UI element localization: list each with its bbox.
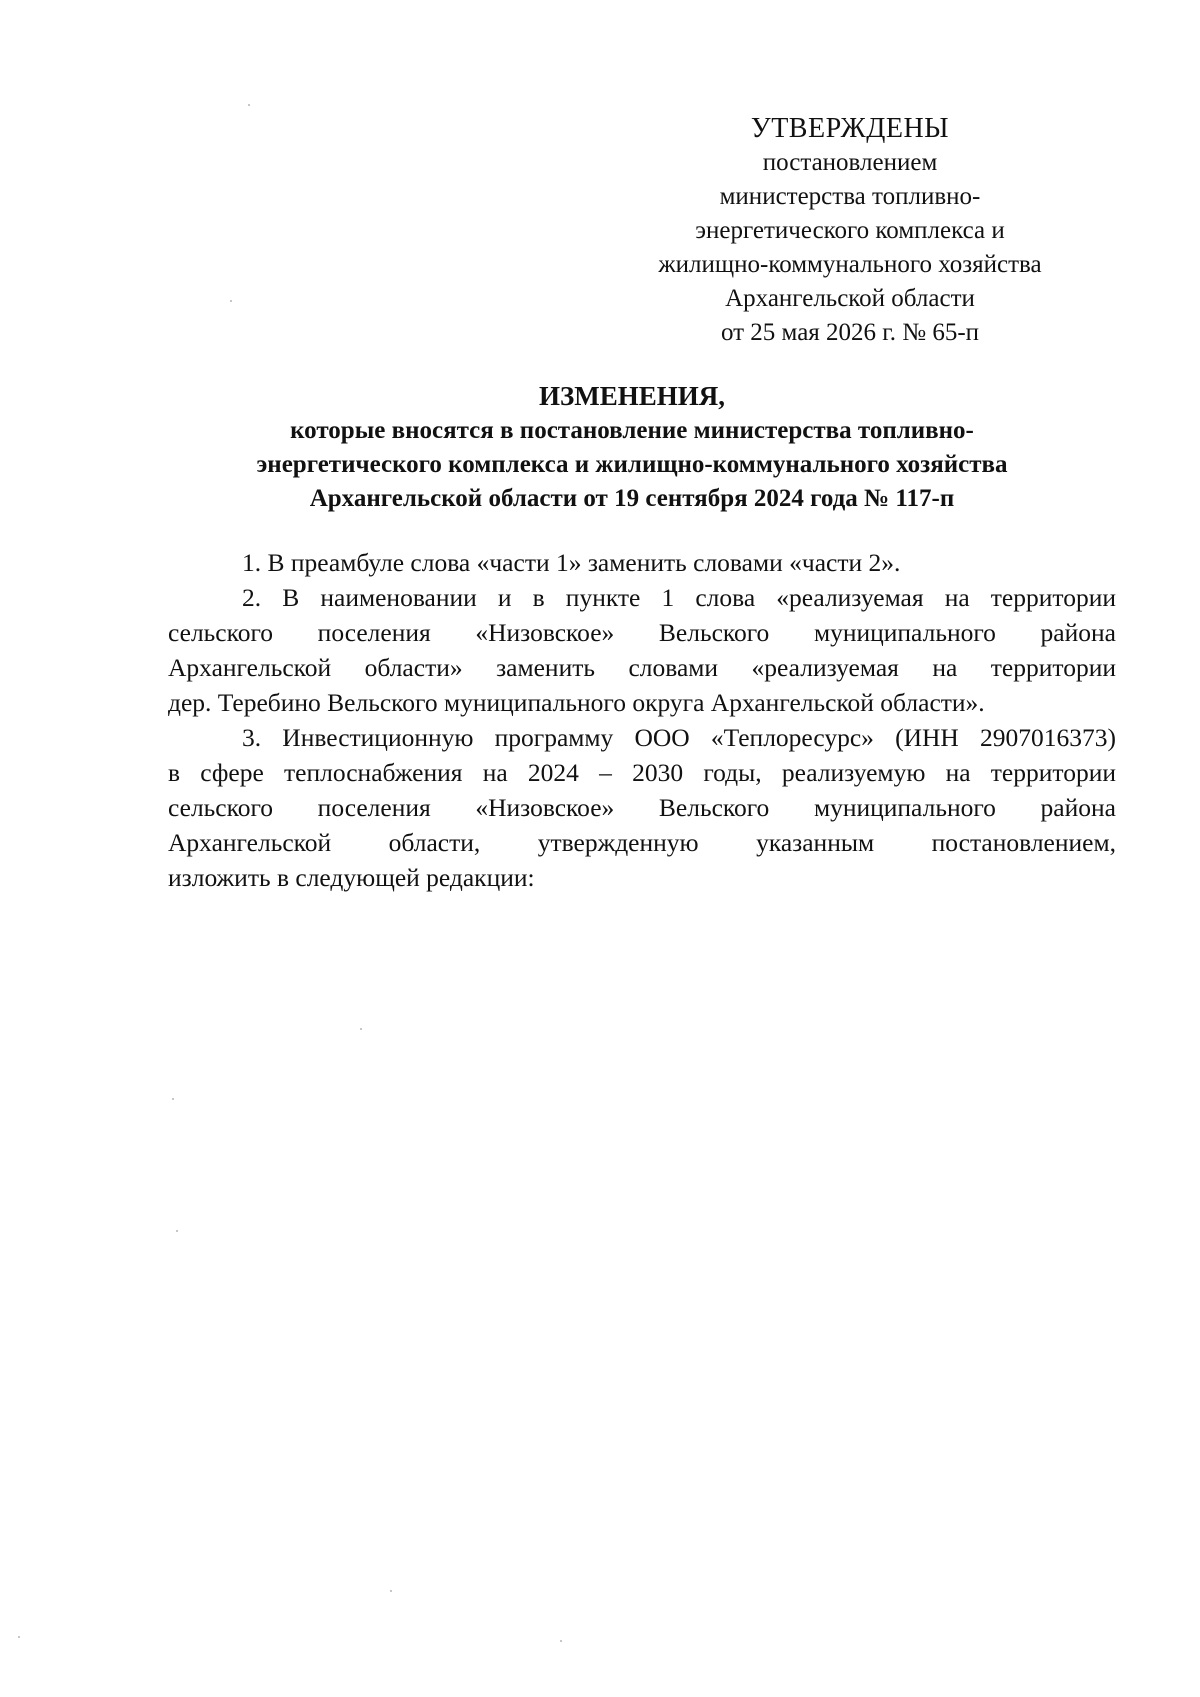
paragraph-line: дер. Теребино Вельского муниципального округа Архангельской области». — [168, 688, 985, 717]
paragraph-line: в сфере теплоснабжения на 2024 – 2030 годы, реализуемую на территории — [168, 758, 1116, 787]
approval-stamp-block — [610, 112, 1090, 350]
approval-line: жилищно-коммунального хозяйства — [658, 251, 1042, 278]
paragraph-line: сельского поселения «Низовское» Вельского муниципального района — [168, 618, 1116, 647]
paragraph-3 — [168, 720, 1116, 895]
paragraph-line: Архангельской области» заменить словами «реализуемая на территории — [168, 653, 1116, 682]
paragraph-line: 1. В преамбуле слова «части 1» заменить словами «части 2». — [242, 548, 901, 577]
approval-date-number: от 25 мая 2026 г. № 65-п — [720, 319, 980, 346]
paragraph-line: сельского поселения «Низовское» Вельского муниципального района — [168, 793, 1116, 822]
paragraph-line: изложить в следующей редакции: — [168, 863, 535, 892]
document-subtitle-line: Архангельской области от 19 сентября 2024 года № 117-п — [309, 485, 955, 512]
scan-speck — [390, 1590, 392, 1592]
scan-speck — [560, 1640, 562, 1642]
scan-speck — [360, 1028, 362, 1030]
approval-heading: УТВЕРЖДЕНЫ — [750, 113, 950, 144]
scan-speck — [172, 1098, 174, 1100]
paragraph-1 — [168, 545, 1116, 580]
paragraph-2 — [168, 580, 1116, 720]
approval-line: энергетического комплекса и — [695, 217, 1005, 244]
document-body — [168, 545, 1116, 895]
scan-speck — [248, 104, 250, 106]
paragraph-line: Архангельской области, утвержденную указанным постановлением, — [168, 828, 1116, 857]
paragraph-line: 2. В наименовании и в пункте 1 слова «реализуемая на территории — [242, 583, 1116, 612]
scan-speck — [176, 1230, 178, 1232]
approval-line: Архангельской области — [725, 285, 975, 312]
document-title: ИЗМЕНЕНИЯ, — [538, 381, 725, 411]
document-subtitle-line: которые вносятся в постановление министерства топливно- — [290, 417, 974, 444]
scan-speck — [18, 1636, 20, 1638]
document-title-block — [168, 378, 1096, 516]
paragraph-line: 3. Инвестиционную программу ООО «Теплоресурс» (ИНН 2907016373) — [242, 723, 1116, 752]
approval-line: министерства топливно- — [719, 183, 981, 210]
scan-speck — [230, 300, 232, 302]
document-subtitle-line: энергетического комплекса и жилищно-коммунального хозяйства — [256, 451, 1008, 478]
approval-line: постановлением — [762, 149, 938, 176]
